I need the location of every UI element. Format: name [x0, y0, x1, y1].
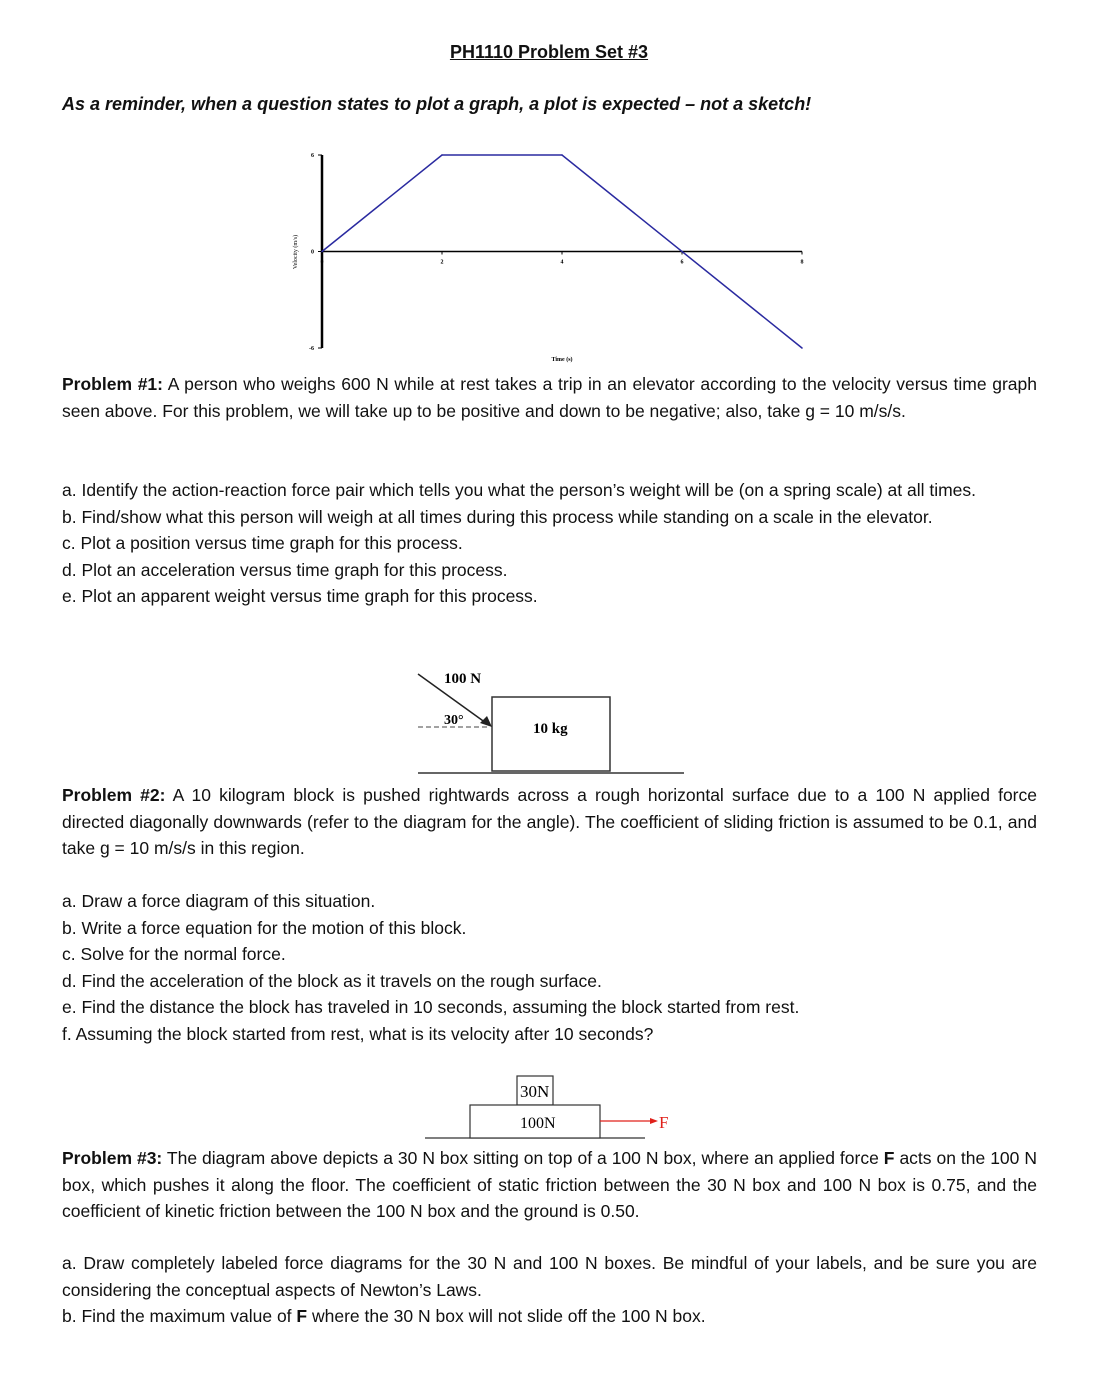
question-item: d. Find the acceleration of the block as it travels on the rough surface.: [62, 970, 602, 991]
arrowhead-icon: [480, 716, 492, 727]
stacked-boxes-diagram: [420, 1070, 690, 1140]
data-point: [801, 347, 803, 349]
problem-1-statement: [62, 371, 1037, 424]
force-label: F: [659, 1113, 669, 1132]
problem-2-text: A 10 kilogram block is pushed rightwards across a rough horizontal surface due to a 100 N applied force directed diagonally downwards (refer to the diagram for the angle). The coefficient of sliding friction is assumed to be 0.1, and take g = 10 m/s/s in this region.: [62, 785, 1037, 858]
y-tick-label: 6: [311, 153, 314, 159]
question-item: e. Find the distance the block has traveled in 10 seconds, assuming the block started from rest.: [62, 997, 800, 1017]
arrowhead-icon: [650, 1118, 658, 1124]
force-symbol: F: [883, 1148, 895, 1168]
question-item: [62, 1303, 1037, 1330]
x-tick-label: 2: [440, 259, 444, 266]
x-tick-label: 6: [680, 259, 684, 266]
problem-3-text: The diagram above depicts a 30 N box sitting on top of a 100 N box, where an applied force: [162, 1148, 884, 1168]
y-tick-label: -6: [309, 346, 314, 352]
problem-3-statement: [62, 1145, 1037, 1225]
x-axis-label: Time (s): [551, 357, 573, 363]
problem-2-label: Problem #2:: [62, 785, 166, 805]
y-tick-label: 0: [311, 249, 314, 256]
question-item: f. Assuming the block started from rest, what is its velocity after 10 seconds?: [62, 1023, 654, 1044]
box-30n-label: 30N: [520, 1082, 550, 1101]
box-100n-label: 100N: [520, 1115, 556, 1132]
mass-label: 10 kg: [533, 721, 568, 737]
page-title: PH1110 Problem Set #3: [449, 42, 649, 62]
question-text: where the 30 N box will not slide off the 100 N box.: [307, 1306, 706, 1326]
question-item: c. Solve for the normal force.: [62, 944, 286, 964]
question-item: c. Plot a position versus time graph for this process.: [62, 533, 463, 553]
x-tick-label: 4: [560, 259, 564, 266]
problem-3-questions: [62, 1250, 1037, 1330]
force-label: 100 N: [444, 671, 482, 687]
y-axis-label: Velocity (m/s): [293, 234, 299, 270]
question-item: b. Write a force equation for the motion of this block.: [62, 917, 467, 938]
angle-label: 30°: [444, 713, 464, 728]
problem-1-questions: [62, 477, 1037, 610]
question-item: a. Draw a force diagram of this situation.: [62, 891, 376, 911]
question-text: b. Find the maximum value of: [62, 1306, 297, 1326]
data-point: [561, 154, 563, 156]
problem-2-questions: [62, 888, 1037, 1047]
velocity-time-chart: [0, 0, 1098, 380]
question-item: d. Plot an acceleration versus time graph for this process.: [62, 559, 508, 580]
question-item: b. Find/show what this person will weigh at all times during this process while standing on a scale in the elevator.: [62, 506, 933, 527]
question-item: a. Identify the action-reaction force pair which tells you what the person’s weight will be (on a spring scale) at all times.: [62, 480, 977, 500]
problem-3-label: Problem #3:: [62, 1148, 163, 1168]
data-point: [321, 251, 323, 253]
force-symbol: F: [296, 1306, 308, 1326]
problem-1-label: Problem #1:: [62, 374, 163, 394]
question-item: e. Plot an apparent weight versus time graph for this process.: [62, 586, 538, 606]
question-item: a. Draw completely labeled force diagrams for the 30 N and 100 N boxes. Be mindful of your labels, and be sure you are considering the conceptual aspects of Newton’s Laws.: [62, 1253, 1037, 1300]
block-force-diagram: [400, 660, 700, 780]
data-point: [441, 154, 443, 156]
reminder-note: As a reminder, when a question states to plot a graph, a plot is expected – not a sketch!: [62, 94, 812, 114]
x-tick-label: 8: [800, 259, 804, 266]
problem-1-text: A person who weighs 600 N while at rest takes a trip in an elevator according to the velocity versus time graph seen above. For this problem, we will take up to be positive and down to be negative; also, take g = 10 m/s/s.: [62, 374, 1037, 421]
x-tick-label: 0: [320, 259, 324, 266]
problem-2-statement: [62, 782, 1037, 862]
problem-3-text: acts on the 100 N box, which pushes it along the floor. The coefficient of static friction between the 30 N box and 100 N box is 0.75, and the coefficient of kinetic friction between the 100 N box and the ground is 0.50.: [62, 1148, 1037, 1221]
